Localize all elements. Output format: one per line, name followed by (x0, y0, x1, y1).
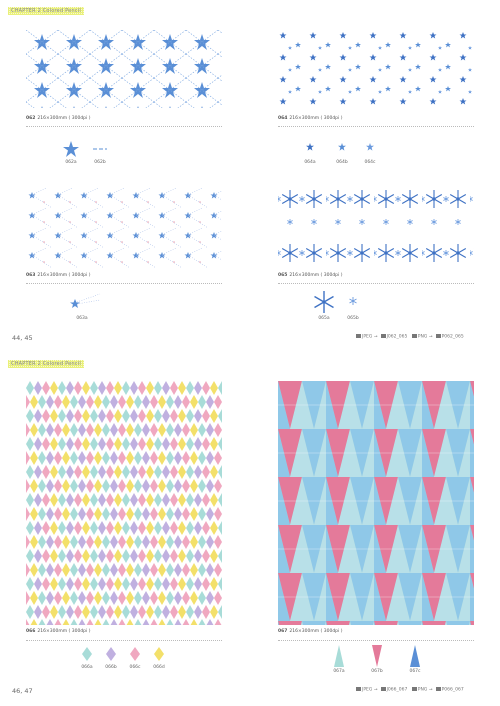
motif-065b-snowflake (348, 296, 358, 306)
item-label-062b: 062b (94, 160, 106, 165)
item-label-067a: 067a (333, 669, 345, 674)
item-label-067b: 067b (371, 669, 383, 674)
pattern-066-caption: 066 216×300mm ( 300dpi ) (26, 629, 91, 634)
item-label-066c: 066c (129, 665, 141, 670)
item-label-064c: 064c (364, 160, 376, 165)
item-label-067c: 067c (409, 669, 421, 674)
caption-rule (26, 283, 222, 284)
chapter-label: CHAPTER 2 Colored Pencil (8, 7, 84, 15)
page-44 (0, 0, 250, 353)
pattern-065-caption: 065 216×300mm ( 300dpi ) (278, 273, 343, 278)
item-label-063a: 063a (76, 316, 88, 321)
motif-063a-star (68, 292, 102, 310)
item-label-064a: 064a (304, 160, 316, 165)
page-45 (250, 0, 500, 353)
page-47 (250, 353, 500, 706)
item-label-065a: 065a (318, 316, 330, 321)
folder-icon (436, 334, 441, 338)
caption-rule (278, 640, 474, 641)
motif-067a-triangle (334, 645, 344, 667)
item-label-066d: 066d (153, 665, 165, 670)
item-label-062a: 062a (65, 160, 77, 165)
folder-icon (356, 687, 361, 691)
folio-44-45: 44, 45 (12, 334, 33, 342)
folder-icon (412, 334, 417, 338)
folder-icon (356, 334, 361, 338)
pattern-067-caption: 067 216×300mm ( 300dpi ) (278, 629, 343, 634)
motif-066c-diamond (130, 647, 140, 661)
motif-067b-triangle (372, 645, 382, 667)
caption-rule (278, 283, 474, 284)
caption-rule (26, 126, 222, 127)
caption-rule (278, 126, 474, 127)
motif-064c-star (366, 143, 374, 151)
folder-icon (381, 334, 386, 338)
caption-rule (26, 640, 222, 641)
motif-065a-snowflake (312, 289, 336, 315)
folder-icon (412, 687, 417, 691)
motif-066d-diamond (154, 647, 164, 661)
pattern-067-swatch (278, 381, 474, 625)
pattern-064-swatch (278, 30, 474, 108)
pattern-063-caption: 063 216×300mm ( 300dpi ) (26, 273, 91, 278)
item-label-064b: 064b (336, 160, 348, 165)
pattern-063-swatch (26, 188, 222, 268)
item-label-066b: 066b (105, 665, 117, 670)
pattern-062-swatch (26, 30, 222, 108)
motif-064b-star (338, 143, 346, 151)
motif-066b-diamond (106, 647, 116, 661)
pattern-066-swatch (26, 381, 222, 625)
motif-064a-star (306, 143, 314, 151)
motif-062b-dash (93, 147, 107, 151)
motif-066a-diamond (82, 647, 92, 661)
chapter-label: CHAPTER 2 Colored Pencil (8, 360, 84, 368)
page-46 (0, 353, 250, 706)
pattern-062-caption: 062 216×300mm ( 300dpi ) (26, 116, 91, 121)
motif-067c-triangle (410, 645, 420, 667)
item-label-065b: 065b (347, 316, 359, 321)
file-format-legend: JPEG → J062_065 PNG → P062_065 (353, 334, 464, 341)
motif-062a-star (62, 140, 80, 158)
pattern-065-swatch (278, 186, 474, 268)
item-label-066a: 066a (81, 665, 93, 670)
pattern-064-caption: 064 216×300mm ( 300dpi ) (278, 116, 343, 121)
folio-46-47: 46, 47 (12, 687, 33, 695)
folder-icon (381, 687, 386, 691)
file-format-legend: JPEG → J066_067 PNG → P066_067 (353, 687, 464, 694)
folder-icon (436, 687, 441, 691)
